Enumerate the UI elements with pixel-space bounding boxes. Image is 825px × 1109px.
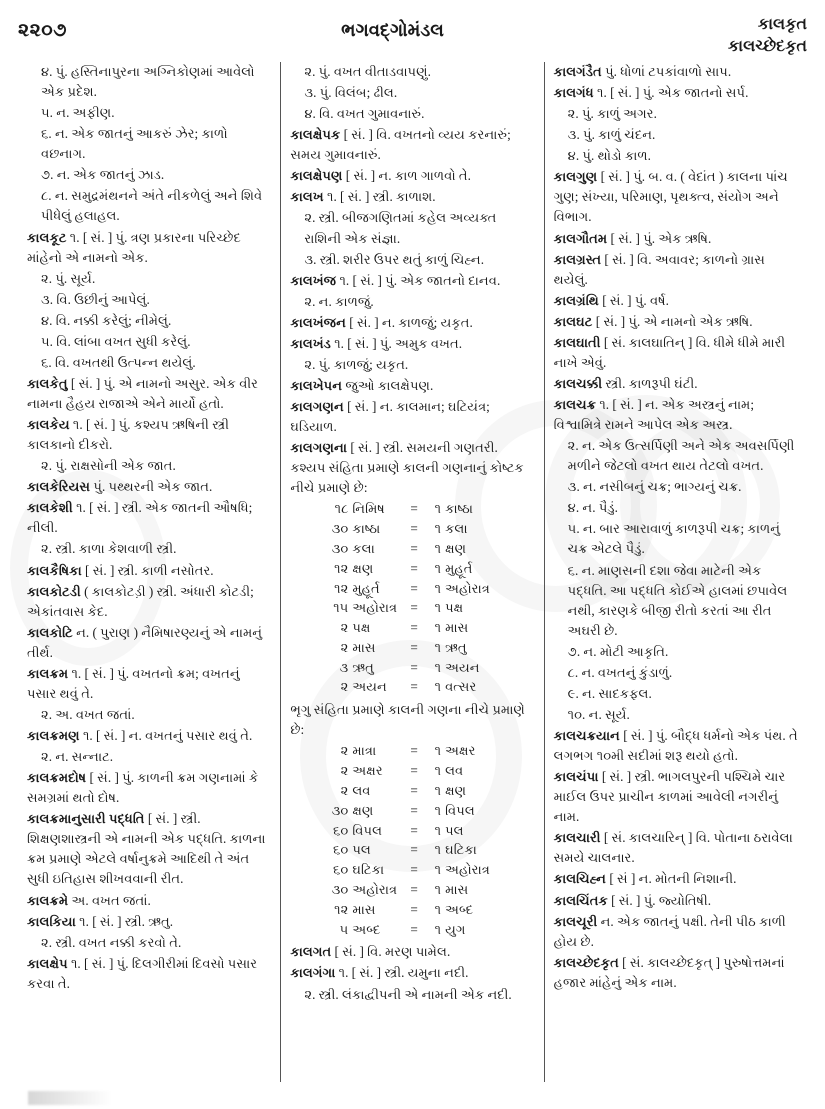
entry-headword: કાલગત <box>290 944 332 960</box>
table-cell-runit: અક્ષર <box>445 743 476 759</box>
table-row <box>316 677 492 697</box>
running-heads <box>617 14 807 57</box>
text-columns <box>18 62 807 1082</box>
entry-definition: [ સં. ] વિ. અવાવર; કાળનો ગ્રાસ થયેલું. <box>553 251 765 287</box>
entry-headword: કાલઘાતી <box>553 334 601 350</box>
table-cell-runit: ક્ષણ <box>445 783 467 798</box>
table-row <box>316 618 492 638</box>
entry-sense: ૩. પું. વિલંબ; ઢીલ. <box>304 85 398 101</box>
table-cell-unit: લવ <box>352 783 371 798</box>
table-cell-runit: યુગ <box>445 921 466 937</box>
entry-definition: ૧. [ સં. ] સ્ત્રી. ઋતુ. <box>75 913 174 929</box>
table-cell-runit: ઘટિકા <box>445 842 477 858</box>
table-cell-unit: ઘટિકા <box>352 862 385 878</box>
entry-definition: ૧. [ સં. ] પું. વખતનો ક્રમ; વખતનું પસાર થવું તે. <box>27 665 240 701</box>
table-cell-num: ૬૦ <box>333 842 349 858</box>
entry-headword: કાલખ <box>290 189 324 205</box>
table-row <box>316 781 492 801</box>
dictionary-entry <box>27 498 271 538</box>
table-cell-num: ૧૨ <box>334 580 349 596</box>
table-cell-eq: = <box>410 743 418 759</box>
entry-headword: કાલગંડૈત <box>553 64 602 79</box>
entry-definition: અ. વખત જતાં. <box>68 892 151 908</box>
entry-sense: ૨. પું. વખત વીતાડવાપણું. <box>304 64 431 79</box>
entry-headword: કાલકેતુ <box>27 375 68 391</box>
table-cell-unit: કાષ્ઠા <box>352 521 381 537</box>
table-cell-unit: મુહૂર્ત <box>352 580 380 596</box>
entry-sense: ૨. પું. કાળજું; યકૃત. <box>304 356 409 372</box>
entry-sense: ૪. ન. પૈડું. <box>567 500 618 516</box>
table-row <box>316 499 492 519</box>
table-cell-eq: = <box>410 862 418 878</box>
entry-headword: કાલઘટ <box>553 313 593 329</box>
entry-sense: ૬. ન. એક જાતનું આકરું ઝેર; કાળો વછનાગ. <box>41 126 228 162</box>
table-row <box>316 840 492 860</box>
table-cell-eq: = <box>410 783 418 798</box>
table-cell-unit: અહોરાત્ર <box>352 600 398 616</box>
dictionary-entry <box>290 334 534 354</box>
entry-sense: ૩. વિ. ઉછીનું આપેલું. <box>41 291 150 307</box>
dictionary-entry <box>554 62 798 82</box>
entry-sense: ૨. અ. વખત જતાં. <box>41 706 135 722</box>
table-row <box>316 801 492 821</box>
entry-headword: કાલક્રમ <box>27 665 69 681</box>
table-cell-unit: ક્ષણ <box>352 560 374 576</box>
table-cell-rnum: ૧ <box>434 540 442 556</box>
table-cell-unit: પલ <box>352 842 371 858</box>
entry-definition: [ સં. ] સ્ત્રી. ભાગલપુરની પશ્ચિમે ચાર માઈલ ઉપર પ્રાચીન કાળમાં આવેલી નગરીનું નામ. <box>553 769 786 825</box>
entry-paragraph: ભૃગુ સંહિતા પ્રમાણે કાલની ગણના નીચે પ્રમાણે છે: <box>290 702 525 738</box>
table-cell-eq: = <box>410 521 418 537</box>
table-cell-rnum: ૧ <box>434 921 442 937</box>
dictionary-entry <box>554 312 798 332</box>
table-cell-eq: = <box>410 921 418 937</box>
table-row <box>316 860 492 880</box>
table-row <box>316 880 492 900</box>
table-cell-rnum: ૧ <box>434 842 442 858</box>
dictionary-entry <box>554 291 798 311</box>
table-cell-rnum: ૧ <box>434 560 442 576</box>
entry-definition: જુઓ કાલક્ષેપણ. <box>342 377 434 393</box>
table-cell-unit: માત્રા <box>352 743 377 759</box>
dictionary-entry <box>290 438 534 498</box>
entry-sense: ૭. ન. મોટી આકૃતિ. <box>567 643 669 659</box>
entry-definition: ૧. [ સં. ] પું. દિલગીરીમાં દિવસો પસાર કરવા તે. <box>27 955 258 991</box>
conversion-table <box>316 499 492 697</box>
table-cell-eq: = <box>410 901 418 917</box>
entry-sense: ૪. વિ. વખત ગુમાવનારું. <box>304 106 425 122</box>
entry-headword: કાલચક્કી <box>553 375 603 391</box>
dictionary-entry <box>290 376 534 396</box>
entry-definition: ન. ( પુરાણ ) નૈમિષારણ્યનું એ નામનું તીર્થ. <box>27 624 263 660</box>
entry-definition: ૧. [ સં. ] સ્ત્રી. કાળાશ. <box>323 189 436 205</box>
dictionary-entry <box>554 912 798 952</box>
entry-sense: ૨. ન. કાળજું. <box>304 293 374 309</box>
table-cell-rnum: ૧ <box>434 600 442 616</box>
page-masthead <box>18 14 807 62</box>
table-cell-unit: માસ <box>352 639 376 655</box>
entry-definition: પું. પથ્થરની એક જાત. <box>90 479 213 495</box>
table-cell-num: ૩૦ <box>331 521 349 537</box>
entry-definition: ૧. [ સં. ] પું. અમુક વખત. <box>330 335 463 351</box>
table-cell-runit: અયન <box>445 659 480 675</box>
dictionary-entry <box>27 954 271 994</box>
table-cell-runit: કાષ્ઠા <box>445 501 474 517</box>
dictionary-entry <box>27 912 271 932</box>
table-cell-num: ૩૦ <box>331 802 349 818</box>
entry-sense: ૨. ન. એક ઉત્સર્પિણી અને એક અવસર્પિણી મળીને જેટલો વખત થાય તેટલો વખત. <box>567 438 795 474</box>
table-row <box>316 638 492 658</box>
entry-sense: ૪. વિ. નક્કી કરેલું; નીમેલું. <box>41 312 172 328</box>
table-cell-rnum: ૧ <box>434 580 442 596</box>
dictionary-entry <box>27 228 271 268</box>
column-left <box>18 62 280 1082</box>
table-cell-runit: મુહૂર્ત <box>445 560 473 576</box>
entry-definition: [ સં. ] પું. એક ઋષિ. <box>607 230 712 246</box>
table-cell-runit: કલા <box>445 521 468 537</box>
entry-headword: કાલકોટડી <box>27 583 81 599</box>
entry-definition: ન. એક જાતનું પક્ષી. તેની પીઠ કાળી હોય છે. <box>553 913 786 949</box>
entry-definition: [ સં. ] પું. જ્યોતિષી. <box>607 892 712 908</box>
entry-headword: કાલગણના <box>290 440 348 456</box>
conversion-table <box>316 741 492 939</box>
table-cell-runit: વત્સર <box>445 679 477 695</box>
table-cell-eq: = <box>410 881 418 897</box>
table-cell-num: ૩૦ <box>331 881 349 897</box>
dictionary-entry <box>554 167 798 227</box>
entry-headword: કાલગુણ <box>553 169 598 185</box>
entry-headword: કાલક્રમાનુસારી પદ્ધતિ <box>27 811 145 827</box>
running-head-last-entry: કાલચ્છેદકૃત <box>727 37 807 55</box>
entry-definition: ( કાલકોટડ઼ી ) સ્ત્રી. અંધારી કોટડી; એકાંતવાસ કેદ. <box>27 583 254 619</box>
dictionary-entry <box>554 395 798 435</box>
entry-headword: કાલચિહ્ન <box>553 871 607 887</box>
table-cell-rnum: ૧ <box>434 783 442 798</box>
table-cell-unit: વિપલ <box>352 822 383 838</box>
entry-sense: ૭. ન. એક જાતનું ઝાડ. <box>41 167 165 183</box>
entry-sense: ૨. સ્ત્રી. લંકાદ્વીપની એ નામની એક નદી. <box>304 986 512 1002</box>
table-cell-unit: નિમિષ <box>352 501 385 517</box>
entry-headword: કાલખેપન <box>290 377 343 393</box>
dictionary-entry <box>554 869 798 889</box>
table-row <box>316 900 492 920</box>
entry-sense: ૮. ન. સમુદ્રમંથનને અંતે નીકળેલું અને શિવે પીધેલું હલાહલ. <box>41 188 263 224</box>
table-row <box>316 658 492 678</box>
table-cell-eq: = <box>410 639 418 655</box>
entry-definition: ૧. [ સં. ] ન. એક અસ્ત્રનું નામ; વિશ્વામિત્રે રામને આપેલ એક અસ્ત્ર. <box>553 397 755 433</box>
table-cell-runit: પક્ષ <box>445 600 464 616</box>
table-row <box>316 519 492 539</box>
table-cell-rnum: ૧ <box>434 501 442 517</box>
table-cell-runit: ઋતુ <box>445 639 467 655</box>
table-cell-num: ૬૦ <box>333 822 349 838</box>
entry-headword: કાલગંધ <box>553 85 594 101</box>
entry-headword: કાલકૈષિકા <box>27 562 82 578</box>
entry-sense: ૨. પું. રાક્ષસોની એક જાત. <box>41 458 176 474</box>
entry-sense: ૨. પું. કાળું અગર. <box>567 106 657 122</box>
entry-definition: [ સં. ] પું. બ. વ. ( વેદાંત ) કાલના પાંચ ગુણ; સંખ્યા, પરિમાણ, પૃથક્ત્વ, સંયોગ અને વિભાગ. <box>553 169 788 225</box>
entry-headword: કાલકેરિયસ <box>27 479 91 495</box>
table-cell-num: ૨ <box>340 620 349 636</box>
table-cell-unit: ક્ષણ <box>352 802 374 818</box>
table-cell-unit: ઋતુ <box>352 659 374 675</box>
entry-headword: કાલગૌતમ <box>553 230 608 246</box>
table-cell-eq: = <box>410 679 418 695</box>
table-row <box>316 559 492 579</box>
table-row <box>316 920 492 940</box>
entry-sense: ૬. ન. માણસની દશા જેવા માટેની એક પદ્ધતિ. આ પદ્ધતિ કોઈએ હાલમાં છપાવેલ નથી, કારણકે બીજી રીતો કરતાં આ રીત અઘરી છે. <box>567 562 788 638</box>
scan-smudge <box>28 1091 148 1105</box>
table-row <box>316 761 492 781</box>
entry-definition: [ સં. ] પું. વર્ષ. <box>598 292 669 308</box>
entry-sense: ૩. ન. નસીબનું ચક્ર; ભાગ્યનું ચક્ર. <box>567 479 742 495</box>
table-cell-num: ૧૨ <box>334 901 349 917</box>
table-cell-runit: અહોરાત્ર <box>445 580 490 596</box>
table-cell-eq: = <box>410 540 418 556</box>
entry-headword: કાલખંજ <box>290 272 337 288</box>
table-cell-eq: = <box>410 802 418 818</box>
table-cell-unit: અયન <box>352 679 387 695</box>
dictionary-entry <box>554 83 798 103</box>
dictionary-entry <box>27 623 271 663</box>
table-cell-num: ૨ <box>340 743 349 759</box>
dictionary-entry <box>27 768 271 808</box>
dictionary-entry <box>27 582 271 622</box>
entry-sense: ૫. વિ. લાંબા વખત સુધી કરેલું. <box>41 333 191 349</box>
entry-headword: કાલખંડ <box>290 335 331 351</box>
table-cell-num: ૨ <box>340 679 349 695</box>
table-row <box>316 741 492 761</box>
entry-headword: કાલકિયા <box>27 913 76 929</box>
entry-definition: [ સં. ] વિ. મરણ પામેલ. <box>331 944 451 960</box>
table-cell-num: ૧૫ <box>333 600 349 616</box>
entry-sense: ૪. પું. હસ્તિનાપુરના અગ્નિકોણમાં આવેલો એક પ્રદેશ. <box>41 64 255 100</box>
table-cell-runit: અહોરાત્ર <box>445 862 490 878</box>
entry-headword: કાલક્રમદોષ <box>27 770 87 786</box>
entry-headword: કાલગ્રસ્ત <box>553 251 602 267</box>
table-cell-rnum: ૧ <box>434 743 442 759</box>
entry-headword: કાલગણન <box>290 399 344 414</box>
entry-headword: કાલક્ષેપણ <box>290 168 343 184</box>
table-cell-eq: = <box>410 560 418 576</box>
entry-headword: કાલચક્રયાન <box>553 728 620 743</box>
table-row <box>316 539 492 559</box>
entry-sense: ૨. સ્ત્રી. બીજગણિતમાં કહેલ અવ્યક્ત રાશિની એક સંજ્ઞા. <box>304 210 497 246</box>
entry-sense: ૧૦. ન. સૂર્ય. <box>567 706 630 722</box>
table-cell-rnum: ૧ <box>434 659 442 675</box>
entry-headword: કાલચિંતક <box>553 892 608 908</box>
table-cell-rnum: ૧ <box>434 679 442 695</box>
dictionary-entry <box>27 477 271 497</box>
entry-definition: [ સં. ] સ્ત્રી. શિક્ષણશાસ્ત્રની એ નામની એક પદ્ધતિ. કાળના ક્રમ પ્રમાણે એટલે વર્ષાનુક્રમે આદિથી તે અંત સુધી ઇતિહાસ શીખવવાની રીત. <box>27 811 266 887</box>
column-middle <box>280 62 543 1082</box>
entry-headword: કાલચૂરી <box>553 913 598 929</box>
entry-sense: ૨. પું. સૂર્ય. <box>41 270 96 286</box>
table-cell-num: ૨ <box>340 783 349 798</box>
entry-sense: ૨. સ્ત્રી. વખત નક્કી કરવો તે. <box>41 934 182 950</box>
table-cell-eq: = <box>410 620 418 636</box>
entry-headword: કાલક્ષેપક <box>290 127 341 143</box>
entry-definition: [ સં. ] ન. કાળ ગાળવો તે. <box>342 168 471 184</box>
dictionary-entry <box>554 333 798 373</box>
dictionary-entry <box>554 953 798 993</box>
table-cell-runit: માસ <box>445 881 469 897</box>
dictionary-entry <box>290 125 534 165</box>
dictionary-entry <box>27 891 271 911</box>
entry-sense: ૨. સ્ત્રી. કાળા કેશવાળી સ્ત્રી. <box>41 541 177 557</box>
table-cell-unit: પક્ષ <box>352 620 371 636</box>
entry-definition: [ સં. ] ન. કાળજું; યકૃત. <box>345 314 473 330</box>
table-cell-rnum: ૧ <box>434 862 442 878</box>
table-cell-unit: અહોરાત્ર <box>352 881 398 897</box>
entry-headword: કાલગંગા <box>290 965 336 981</box>
entry-definition: [ સં. ] પું. બૌદ્ધ ધર્મનો એક પંથ. તે લગભગ ૧૦મી સદીમાં શરૂ થયો હતો. <box>553 728 798 764</box>
table-cell-unit: કલા <box>352 540 375 556</box>
dictionary-entry <box>554 726 798 766</box>
dictionary-entry <box>290 963 534 983</box>
table-cell-num: ૨ <box>340 639 349 655</box>
table-cell-rnum: ૧ <box>434 881 442 897</box>
entry-sense: ૩. પું. કાળું ચંદન. <box>567 127 656 143</box>
table-cell-eq: = <box>410 763 418 779</box>
entry-sense: ૨. ન. સન્નાટ. <box>41 749 114 765</box>
entry-sense: ૬. વિ. વખતથી ઉત્પન્ન થયેલું. <box>41 354 196 370</box>
table-cell-runit: વિપલ <box>445 802 475 818</box>
book-title: ભગવદ્ગોમંડલ <box>341 20 444 40</box>
dictionary-entry <box>27 809 271 889</box>
table-row <box>316 598 492 618</box>
entry-headword: કાલખંજન <box>290 314 346 330</box>
entry-headword: કાલકૂટ <box>27 229 67 245</box>
entry-sense: ૩. સ્ત્રી. શરીર ઉપર થતું કાળું ચિહ્ન. <box>304 251 484 267</box>
table-cell-runit: અબ્દ <box>445 901 474 917</box>
entry-definition: [ સં. ] સ્ત્રી. કાળી નસોતર. <box>81 562 214 578</box>
entry-definition: ૧. [ સં. ] પું. એક જાતનો દાનવ. <box>336 272 501 288</box>
entry-sense: ૪. પું. થોડો કાળ. <box>567 148 651 164</box>
entry-definition: [ સં. ] પું. કાળની ક્રમ ગણનામાં કે સમગ્રમાં થતો દોષ. <box>27 770 259 806</box>
table-cell-eq: = <box>410 600 418 616</box>
table-cell-runit: માસ <box>445 620 469 636</box>
entry-headword: કાલકેય <box>27 417 70 433</box>
entry-definition: [ સં. કાલચ્છેદકૃત્ ] પુરુષોત્તમનાં હજાર માંહેનું એક નામ. <box>553 954 785 990</box>
table-cell-runit: પલ <box>445 822 464 838</box>
entry-definition: [ સં. ] વિ. વખતનો વ્યય કરનારું; સમય ગુમાવનારું. <box>290 127 511 163</box>
table-cell-runit: ક્ષણ <box>445 540 467 556</box>
table-cell-num: ૩૦ <box>331 540 349 556</box>
entry-definition: [ સં. ] પું. એ નામનો અસુર. એક વીર નામના હૈહય રાજાએ એને માર્યો હતો. <box>27 375 259 411</box>
entry-definition: [ સં. કાલઘાતિન્ ] વિ. ધીમે ધીમે મારી નાખે એવું. <box>553 334 786 370</box>
table-cell-rnum: ૧ <box>434 521 442 537</box>
entry-definition: [ સં. ] પું. એ નામનો એક ઋષિ. <box>592 313 753 329</box>
dictionary-entry <box>554 891 798 911</box>
dictionary-entry <box>27 664 271 704</box>
table-row <box>316 579 492 599</box>
entry-headword: કાલચંપા <box>553 769 599 785</box>
entry-definition: [ સં. કાલચારિન્ ] વિ. પોતાના ઠરાવેલા સમયે ચાલનાર. <box>553 830 793 866</box>
table-cell-num: ૩ <box>339 659 349 675</box>
column-right <box>544 62 807 1082</box>
dictionary-entry <box>554 229 798 249</box>
table-cell-rnum: ૧ <box>434 620 442 636</box>
table-cell-num: ૨ <box>340 763 349 779</box>
entry-sense: ૫. ન. બાર આરાવાળું કાળરૂપી ચક્ર; કાળનું ચક્ર એટલે પૈડું. <box>567 521 781 557</box>
entry-headword: કાલકોટિ <box>27 624 73 640</box>
table-cell-num: ૫ <box>339 921 349 937</box>
table-cell-unit: અક્ષર <box>352 763 383 779</box>
dictionary-entry <box>27 726 271 746</box>
table-cell-eq: = <box>410 659 418 675</box>
entry-definition: સ્ત્રી. કાળરૂપી ઘંટી. <box>602 375 698 391</box>
running-head-first-entry: કાલકૃત <box>757 16 807 33</box>
entry-sense: ૫. ન. અફીણ. <box>41 105 115 121</box>
dictionary-entry <box>290 271 534 291</box>
table-cell-rnum: ૧ <box>434 763 442 779</box>
table-cell-eq: = <box>410 842 418 858</box>
table-cell-num: ૬૦ <box>333 862 349 878</box>
entry-headword: કાલક્રમણ <box>27 728 80 743</box>
table-cell-num: ૧૨ <box>334 560 349 576</box>
entry-headword: કાલક્રમે <box>27 892 69 908</box>
dictionary-entry <box>554 250 798 290</box>
table-cell-eq: = <box>410 501 418 517</box>
table-cell-runit: લવ <box>445 763 464 779</box>
entry-definition: [ સં. ] ન. કાલમાન; ઘટિયંત્ર; ઘડિયાળ. <box>290 399 490 435</box>
dictionary-entry <box>290 187 534 207</box>
entry-definition: [ સં ] ન. મોતની નિશાની. <box>606 871 737 887</box>
table-cell-unit: માસ <box>352 901 376 917</box>
table-cell-rnum: ૧ <box>434 822 442 838</box>
entry-definition: ૧. [ સં. ] પું. કશ્યપ ઋષિની સ્ત્રી કાલકાનો દીકરો. <box>27 417 229 453</box>
entry-headword: કાલચારી <box>553 830 601 846</box>
dictionary-entry <box>290 166 534 186</box>
dictionary-entry <box>554 767 798 827</box>
entry-definition: ૧. [ સં. ] પું. ત્રણ પ્રકારના પરિચ્છેદ માંહેનો એ નામનો એક. <box>27 229 241 265</box>
entry-headword: કાલચક્ર <box>553 397 597 412</box>
table-cell-num: ૧૮ <box>334 501 349 517</box>
dictionary-entry <box>290 942 534 962</box>
table-cell-unit: અબ્દ <box>352 921 381 937</box>
dictionary-entry <box>27 415 271 455</box>
dictionary-entry <box>27 561 271 581</box>
entry-sense: ૯. ન. સાદકફલ. <box>567 685 652 701</box>
table-cell-eq: = <box>410 822 418 838</box>
entry-definition: ૧. [ સં. ] સ્ત્રી. એક જાતની ઔષધિ; નીલી. <box>27 500 253 536</box>
entry-definition: ૧. [ સં. ] સ્ત્રી. યમુના નદી. <box>335 965 469 981</box>
entry-definition: પું. ધોળાં ટપકાંવાળો સાપ. <box>601 64 732 79</box>
dictionary-entry <box>554 374 798 394</box>
dictionary-entry <box>290 313 534 333</box>
table-cell-eq: = <box>410 580 418 596</box>
page-number: ૨૨૦૭ <box>18 20 67 41</box>
entry-headword: કાલચ્છેદકૃત <box>553 954 619 970</box>
entry-headword: કાલગ્રંથિ <box>553 292 599 308</box>
dictionary-entry <box>27 374 271 414</box>
table-cell-rnum: ૧ <box>434 802 442 818</box>
entry-definition: ૧. [ સં. ] ન. વખતનું પસાર થવું તે. <box>79 728 253 743</box>
dictionary-entry <box>554 828 798 868</box>
entry-sense: ૮. ન. વખતનું કુંડાળું. <box>567 664 673 680</box>
entry-definition: [ સં. ] સ્ત્રી. સમયની ગણતરી. કશ્યપ સંહિતા પ્રમાણે કાલની ગણનાનું કોષ્ટક નીચે પ્રમાણે છે: <box>290 440 524 496</box>
entry-headword: કાલક્ષેપ <box>27 955 68 971</box>
entry-headword: કાલકેશી <box>27 500 73 516</box>
entry-definition: ૧. [ સં. ] પું. એક જાતનો સર્પ. <box>593 85 749 101</box>
table-row <box>316 821 492 841</box>
table-cell-rnum: ૧ <box>434 639 442 655</box>
dictionary-entry <box>290 397 534 437</box>
table-cell-rnum: ૧ <box>434 901 442 917</box>
